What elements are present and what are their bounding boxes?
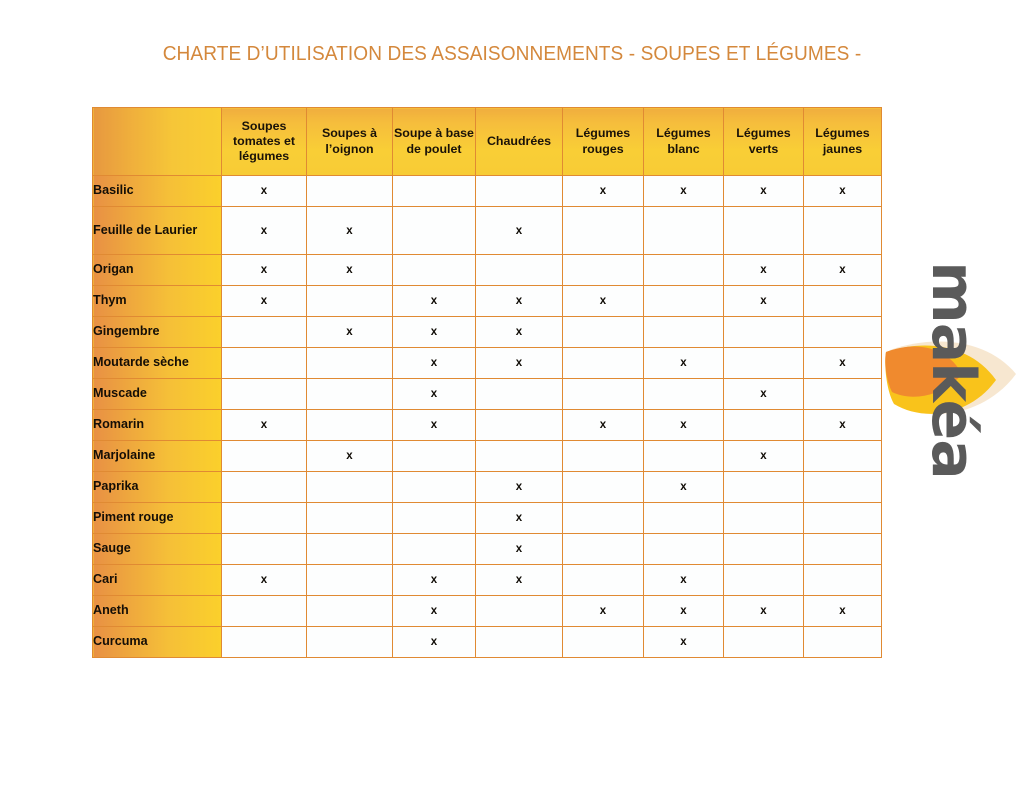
cell-empty [804,627,882,658]
cell-empty [307,410,393,441]
logo-wordmark: makéa [918,261,988,479]
cell-empty [307,503,393,534]
cell-marked: x [563,596,644,627]
cell-marked: x [804,255,882,286]
cell-marked: x [222,255,307,286]
cell-empty [476,627,563,658]
table-row [93,348,882,379]
column-header-legumes-blanc: Légumes blanc [644,108,724,176]
cell-empty [222,441,307,472]
cell-empty [563,565,644,596]
table-row [93,379,882,410]
table-header [93,108,882,176]
cell-marked: x [222,207,307,255]
cell-empty [563,534,644,565]
table-row [93,627,882,658]
cell-marked: x [804,596,882,627]
cell-empty [222,596,307,627]
cell-empty [307,472,393,503]
cell-marked: x [644,348,724,379]
cell-empty [724,503,804,534]
table-row [93,565,882,596]
cell-marked: x [393,286,476,317]
cell-marked: x [563,176,644,207]
cell-marked: x [222,176,307,207]
cell-empty [476,379,563,410]
table-corner-cell [93,108,222,176]
cell-empty [222,627,307,658]
cell-empty [222,317,307,348]
cell-marked: x [644,472,724,503]
cell-empty [307,596,393,627]
cell-marked: x [644,596,724,627]
cell-marked: x [476,317,563,348]
row-label-cell: Muscade [93,379,222,410]
cell-empty [222,379,307,410]
cell-empty [644,317,724,348]
table-row [93,317,882,348]
row-label-cell: Marjolaine [93,441,222,472]
cell-marked: x [563,286,644,317]
cell-empty [476,410,563,441]
cell-empty [644,207,724,255]
cell-marked: x [393,565,476,596]
cell-empty [307,534,393,565]
page-title: CHARTE D’UTILISATION DES ASSAISONNEMENTS - SOUPES ET LÉGUMES - [162,42,862,65]
cell-empty [804,379,882,410]
row-label-cell: Origan [93,255,222,286]
cell-empty [563,317,644,348]
cell-empty [724,534,804,565]
cell-marked: x [644,410,724,441]
cell-marked: x [307,317,393,348]
column-header-legumes-rouges: Légumes rouges [563,108,644,176]
seasoning-usage-table [92,107,882,658]
cell-empty [307,348,393,379]
cell-marked: x [393,627,476,658]
cell-marked: x [307,441,393,472]
cell-empty [804,472,882,503]
cell-marked: x [393,410,476,441]
cell-empty [476,596,563,627]
makea-logo [884,261,1024,532]
cell-empty [307,627,393,658]
cell-empty [644,379,724,410]
cell-marked: x [476,207,563,255]
row-label-cell: Gingembre [93,317,222,348]
cell-empty [393,176,476,207]
row-label-cell: Sauge [93,534,222,565]
cell-empty [563,441,644,472]
cell-empty [724,410,804,441]
cell-marked: x [724,255,804,286]
row-label-cell: Aneth [93,596,222,627]
cell-marked: x [307,255,393,286]
cell-marked: x [222,410,307,441]
row-label-cell: Paprika [93,472,222,503]
table-body [93,176,882,658]
cell-empty [563,348,644,379]
cell-marked: x [476,503,563,534]
cell-empty [804,503,882,534]
cell-marked: x [644,176,724,207]
cell-empty [307,286,393,317]
header-row [93,108,882,176]
cell-marked: x [476,534,563,565]
cell-marked: x [476,472,563,503]
cell-marked: x [724,441,804,472]
cell-marked: x [222,286,307,317]
cell-marked: x [393,317,476,348]
cell-marked: x [476,286,563,317]
cell-marked: x [804,176,882,207]
cell-marked: x [393,596,476,627]
cell-empty [476,176,563,207]
cell-marked: x [563,410,644,441]
column-header-chaudrees: Chaudrées [476,108,563,176]
cell-empty [393,472,476,503]
cell-marked: x [393,379,476,410]
cell-empty [724,207,804,255]
cell-marked: x [476,348,563,379]
cell-empty [563,207,644,255]
column-header-soupes-tomates-legumes: Soupes tomates et légumes [222,108,307,176]
cell-empty [804,534,882,565]
table-row [93,534,882,565]
table-row [93,286,882,317]
table-row [93,441,882,472]
table-row [93,207,882,255]
table-row [93,472,882,503]
cell-empty [563,472,644,503]
cell-empty [804,441,882,472]
cell-empty [644,441,724,472]
row-label-cell: Romarin [93,410,222,441]
row-label-cell: Piment rouge [93,503,222,534]
cell-empty [222,348,307,379]
column-header-soupe-poulet: Soupe à base de poulet [393,108,476,176]
cell-empty [393,207,476,255]
cell-empty [222,472,307,503]
table-row [93,410,882,441]
cell-empty [393,255,476,286]
table-row [93,176,882,207]
cell-marked: x [307,207,393,255]
cell-empty [644,503,724,534]
table-row [93,503,882,534]
cell-empty [307,176,393,207]
cell-empty [804,207,882,255]
cell-empty [804,565,882,596]
cell-marked: x [804,410,882,441]
column-header-soupes-oignon: Soupes à l’oignon [307,108,393,176]
cell-empty [476,441,563,472]
row-label-cell: Moutarde sèche [93,348,222,379]
row-label-cell: Cari [93,565,222,596]
cell-empty [222,503,307,534]
row-label-cell: Feuille de Laurier [93,207,222,255]
column-header-legumes-verts: Légumes verts [724,108,804,176]
cell-empty [644,286,724,317]
cell-empty [563,627,644,658]
cell-empty [307,379,393,410]
cell-marked: x [222,565,307,596]
cell-marked: x [644,565,724,596]
cell-empty [724,627,804,658]
cell-empty [804,317,882,348]
cell-marked: x [724,176,804,207]
cell-empty [393,503,476,534]
cell-empty [307,565,393,596]
cell-empty [724,317,804,348]
column-header-legumes-jaunes: Légumes jaunes [804,108,882,176]
cell-marked: x [644,627,724,658]
cell-marked: x [724,596,804,627]
row-label-cell: Thym [93,286,222,317]
cell-empty [393,534,476,565]
table-row [93,596,882,627]
row-label-cell: Curcuma [93,627,222,658]
cell-empty [393,441,476,472]
cell-marked: x [476,565,563,596]
cell-marked: x [804,348,882,379]
cell-marked: x [724,286,804,317]
table-row [93,255,882,286]
cell-empty [804,286,882,317]
cell-marked: x [724,379,804,410]
cell-marked: x [393,348,476,379]
cell-empty [724,565,804,596]
cell-empty [644,255,724,286]
cell-empty [222,534,307,565]
cell-empty [724,472,804,503]
cell-empty [476,255,563,286]
cell-empty [644,534,724,565]
cell-empty [563,255,644,286]
cell-empty [563,379,644,410]
cell-empty [563,503,644,534]
row-label-cell: Basilic [93,176,222,207]
cell-empty [724,348,804,379]
